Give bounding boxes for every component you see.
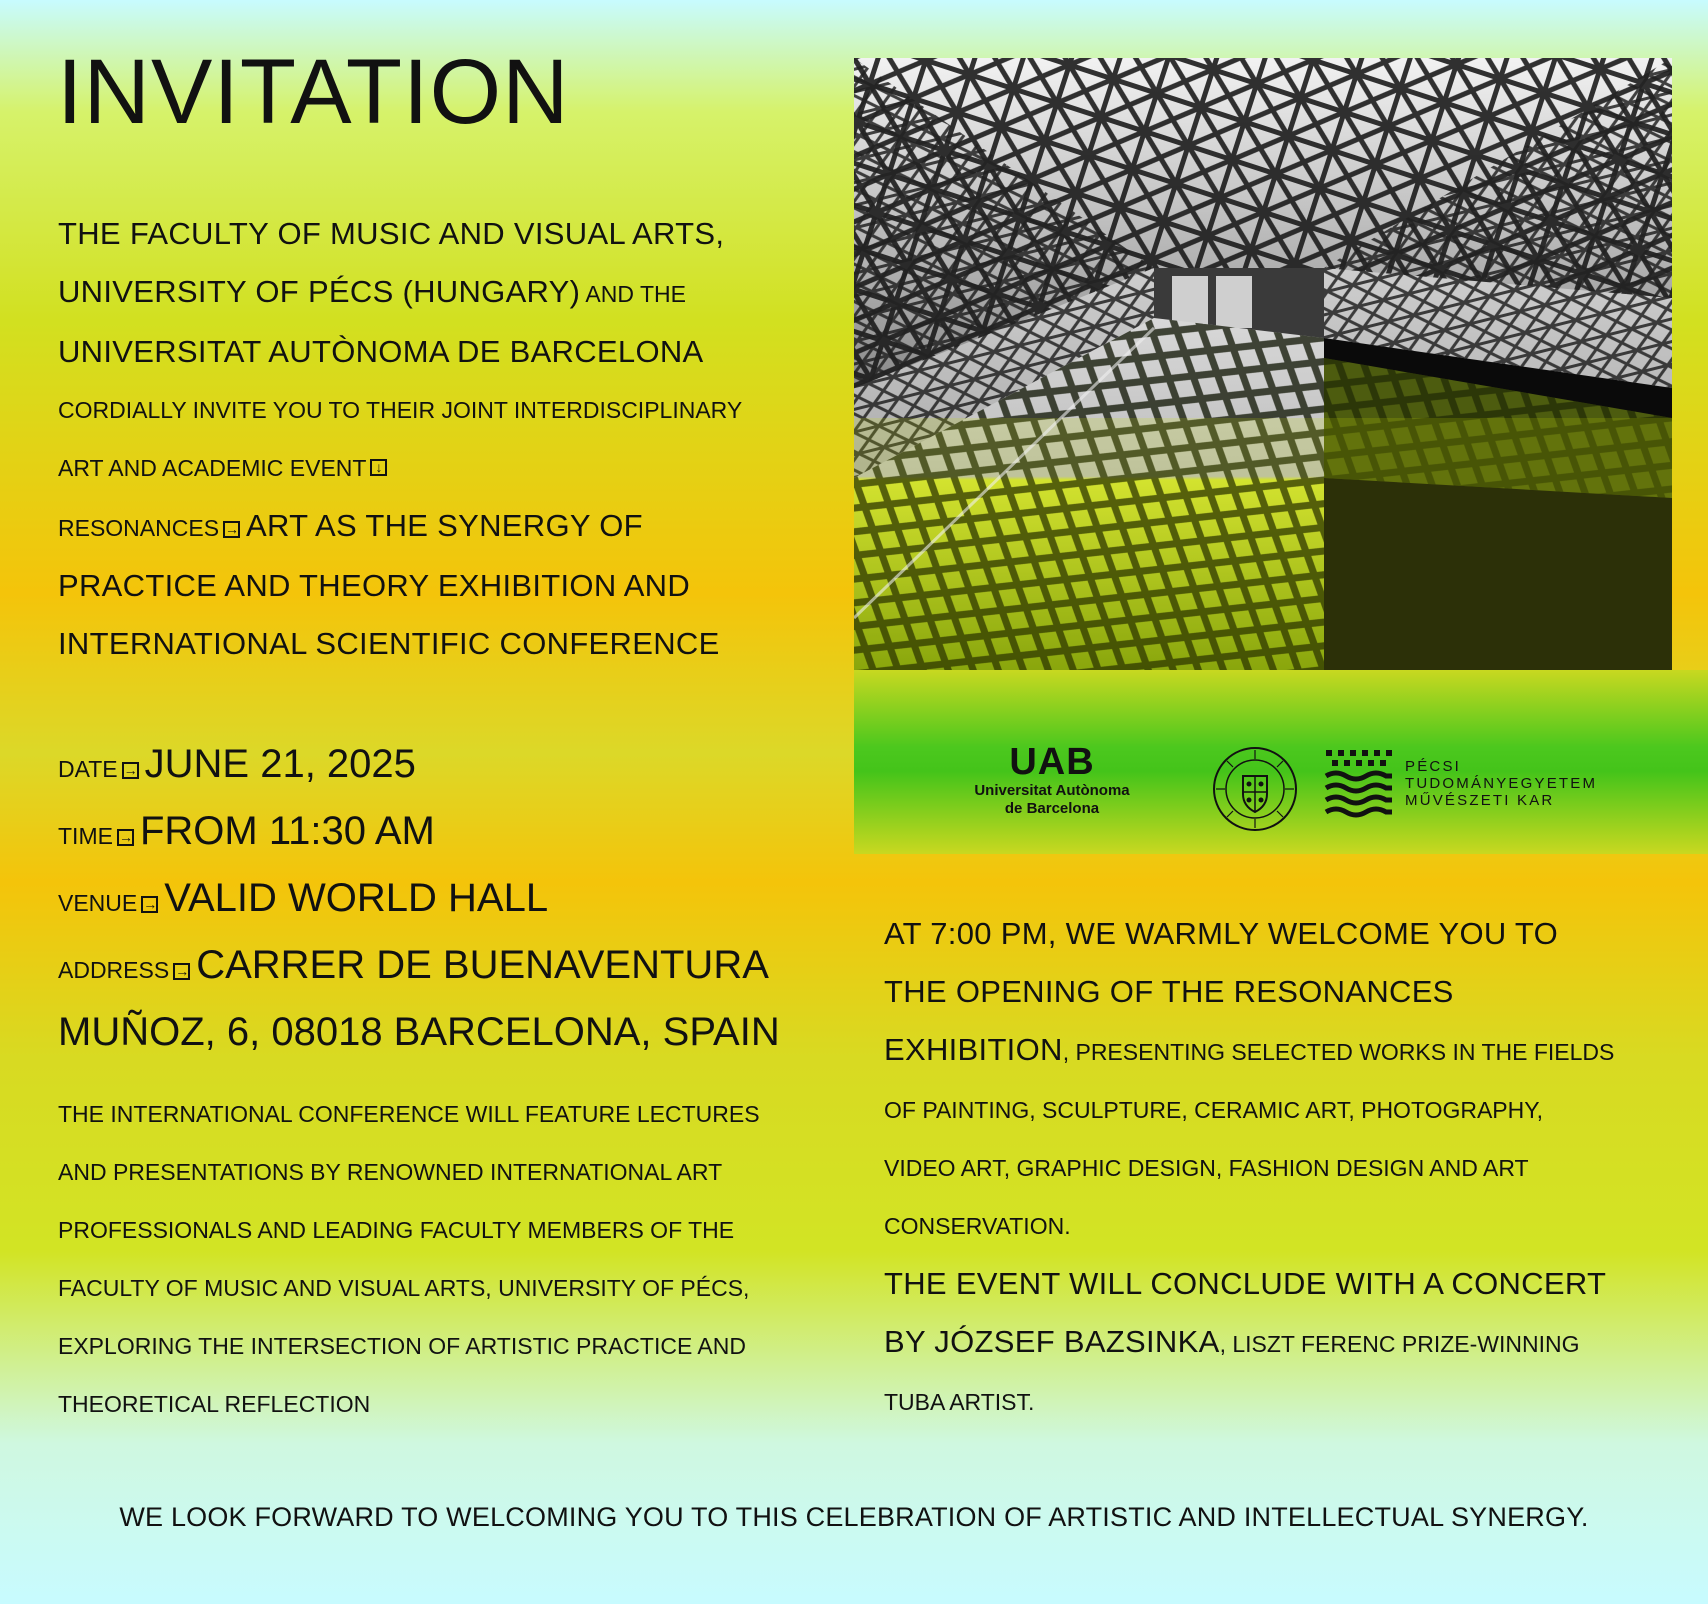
address-value-2: MUÑOZ, 6, 08018 BARCELONA, SPAIN	[58, 1010, 780, 1054]
intro-block	[58, 205, 838, 673]
time-label: TIME	[58, 823, 113, 849]
right-arrow-box-icon: →	[143, 896, 158, 913]
intro-line-6-big: ART AS THE SYNERGY OF	[246, 508, 643, 543]
conference-line: FACULTY OF MUSIC AND VISUAL ARTS, UNIVERSITY OF PÉCS,	[58, 1275, 750, 1301]
conference-line: THE INTERNATIONAL CONFERENCE WILL FEATURE LECTURES	[58, 1101, 760, 1127]
pte-art-faculty-mark-icon	[1324, 748, 1394, 823]
venue-value: VALID WORLD HALL	[164, 876, 549, 920]
venue-label: VENUE	[58, 890, 138, 916]
conference-line: AND PRESENTATIONS BY RENOWNED INTERNATIONAL ART	[58, 1159, 723, 1185]
venue-row	[58, 869, 780, 936]
right-arrow-box-icon: →	[175, 963, 190, 980]
pte-name-2: TUDOMÁNYEGYETEM	[1405, 775, 1598, 792]
intro-line-4: CORDIALLY INVITE YOU TO THEIR JOINT INTERDISCIPLINARY	[58, 397, 743, 423]
uab-mark: UAB	[1009, 741, 1095, 783]
right-arrow-box-icon: →	[225, 521, 240, 538]
exhibition-line-4: OF PAINTING, SCULPTURE, CERAMIC ART, PHOTOGRAPHY,	[884, 1097, 1544, 1123]
uab-name-1: Universitat Autònoma	[974, 782, 1130, 799]
event-info	[58, 735, 780, 1061]
invitation-title: INVITATION	[57, 41, 570, 143]
exhibition-line-2: THE OPENING OF THE RESONANCES	[884, 974, 1454, 1009]
pte-name-1: PÉCSI	[1405, 758, 1462, 775]
exhibition-line-3	[884, 1021, 1674, 1081]
uab-logo	[952, 742, 1152, 818]
exhibition-word: EXHIBITION	[884, 1032, 1063, 1067]
address-label: ADDRESS	[58, 957, 170, 983]
time-value: FROM 11:30 AM	[139, 809, 435, 853]
date-row	[58, 735, 780, 802]
conference-line: EXPLORING THE INTERSECTION OF ARTISTIC PRACTICE AND	[58, 1333, 746, 1359]
intro-line-2	[58, 263, 838, 323]
lattice-corridor-photo	[854, 58, 1672, 670]
right-arrow-box-icon: →	[118, 829, 133, 846]
date-value: JUNE 21, 2025	[144, 742, 416, 786]
intro-line-6	[58, 497, 838, 557]
resonances-label: RESONANCES	[58, 515, 220, 541]
concert-line-1: THE EVENT WILL CONCLUDE WITH A CONCERT	[884, 1266, 1607, 1301]
concert-line-2-small: , LISZT FERENC PRIZE-WINNING	[1219, 1331, 1580, 1357]
intro-line-1: THE FACULTY OF MUSIC AND VISUAL ARTS,	[58, 216, 725, 251]
intro-line-3: UNIVERSITAT AUTÒNOMA DE BARCELONA	[58, 334, 704, 369]
exhibition-line-1: AT 7:00 PM, WE WARMLY WELCOME YOU TO	[884, 916, 1558, 951]
right-arrow-box-icon: →	[123, 762, 138, 779]
concert-line-3: TUBA ARTIST.	[884, 1389, 1035, 1415]
conference-description	[58, 1085, 828, 1433]
intro-line-2-small: AND THE	[580, 281, 686, 307]
pte-art-faculty-name	[1405, 758, 1597, 809]
intro-line-5-text: ART AND ACADEMIC EVENT	[58, 455, 367, 481]
address-row	[58, 936, 780, 1003]
pte-name-3: MŰVÉSZETI KAR	[1405, 792, 1555, 809]
concert-line-2	[884, 1313, 1674, 1373]
down-arrow-box-icon: ↓	[370, 459, 387, 476]
uab-name-2: de Barcelona	[1004, 800, 1100, 817]
intro-line-5	[58, 439, 838, 497]
time-row	[58, 802, 780, 869]
exhibition-description	[884, 905, 1674, 1431]
intro-line-7: PRACTICE AND THEORY EXHIBITION AND	[58, 568, 691, 603]
intro-line-2-big: UNIVERSITY OF PÉCS (HUNGARY)	[58, 274, 581, 309]
conference-line: PROFESSIONALS AND LEADING FACULTY MEMBERS OF THE	[58, 1217, 735, 1243]
exhibition-line-3-small: , PRESENTING SELECTED WORKS IN THE FIELDS	[1062, 1039, 1615, 1065]
closing-statement: WE LOOK FORWARD TO WELCOMING YOU TO THIS CELEBRATION OF ARTISTIC AND INTELLECTUAL SYNERGY.	[119, 1502, 1589, 1532]
exhibition-line-5: VIDEO ART, GRAPHIC DESIGN, FASHION DESIGN AND ART	[884, 1155, 1529, 1181]
address-value-1: CARRER DE BUENAVENTURA	[196, 943, 769, 987]
conference-line: THEORETICAL REFLECTION	[58, 1391, 371, 1417]
university-seal-icon	[1212, 746, 1298, 837]
intro-line-8: INTERNATIONAL SCIENTIFIC CONFERENCE	[58, 626, 720, 661]
exhibition-line-6: CONSERVATION.	[884, 1213, 1071, 1239]
performer-name: BY JÓZSEF BAZSINKA	[884, 1324, 1220, 1359]
date-label: DATE	[58, 756, 118, 782]
